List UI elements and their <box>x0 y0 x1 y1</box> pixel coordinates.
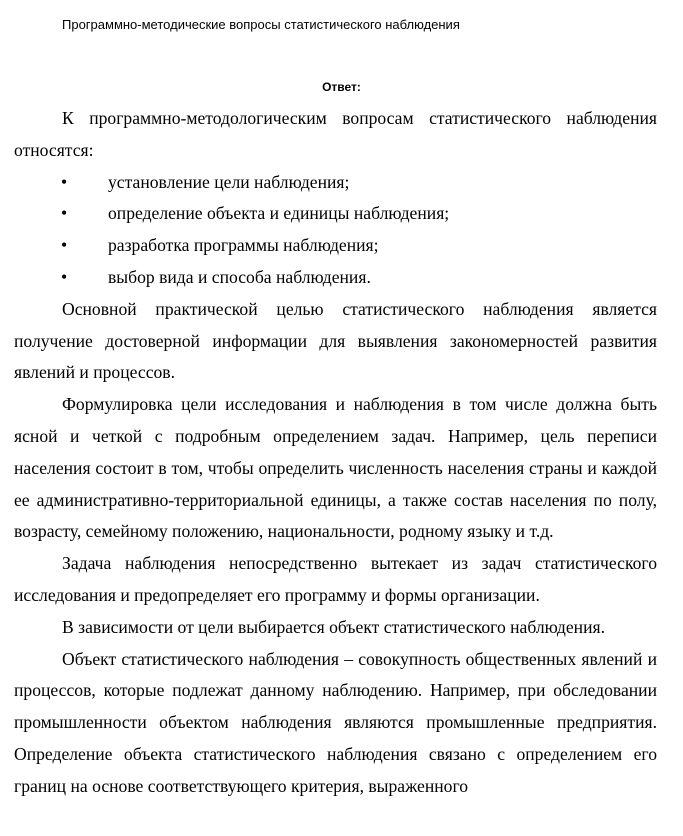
list-item-text: выбор вида и способа наблюдения. <box>108 266 371 287</box>
answer-label: Ответ: <box>322 80 361 94</box>
bullet-icon: • <box>61 203 68 224</box>
paragraph: В зависимости от цели выбирается объект статистического наблюдения. <box>62 616 605 637</box>
intro-paragraph: К программно-методологическим вопросам статистического наблюдения относятся: <box>14 108 657 160</box>
list-item-text: определение объекта и единицы наблюдения; <box>108 203 450 224</box>
list-item <box>14 167 657 199</box>
list-item <box>14 198 657 230</box>
document-title: Программно-методические вопросы статистического наблюдения <box>62 17 460 32</box>
list-item <box>14 230 657 262</box>
bullet-list <box>14 167 657 294</box>
bullet-icon: • <box>61 171 68 192</box>
document-body <box>14 103 657 803</box>
list-item <box>14 262 657 294</box>
bullet-icon: • <box>61 235 68 256</box>
list-item-text: разработка программы наблюдения; <box>108 235 379 256</box>
paragraph: Объект статистического наблюдения – совокупность общественных явлений и процессов, которые подлежат данному наблюдению. Например, при обследовании промышленности объектом наблюдения являются промышленные предприятия. Определение объекта статистического наблюдения связано с определением его границ на основе соответствующего критерия, выраженного <box>14 648 657 796</box>
list-item-text: установление цели наблюдения; <box>108 171 350 192</box>
paragraph: Формулировка цели исследования и наблюдения в том числе должна быть ясной и четкой с подробным определением задач. Например, цель переписи населения состоит в том, чтобы определить численность населения страны и каждой ее административно-территориальной единицы, а также состав населения по полу, возрасту, семейному положению, национальности, родному языку и т.д. <box>14 394 657 542</box>
bullet-icon: • <box>61 266 68 287</box>
paragraph: Задача наблюдения непосредственно вытекает из задач статистического исследования и предопределяет его программу и формы организации. <box>14 553 657 605</box>
paragraph: Основной практической целью статистического наблюдения является получение достоверной информации для выявления закономерностей развития явлений и процессов. <box>14 298 657 383</box>
